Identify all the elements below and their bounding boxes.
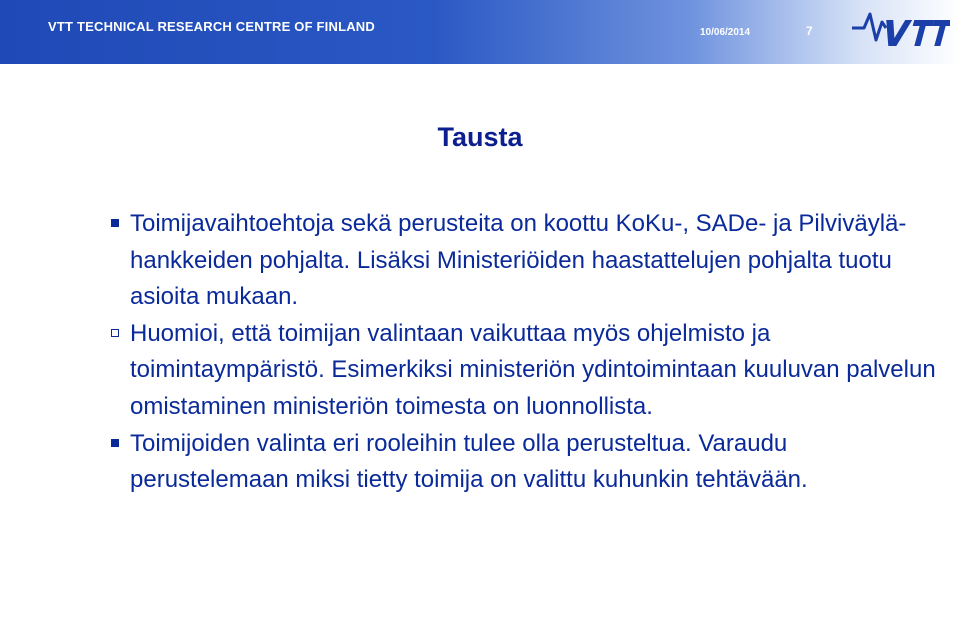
header-band xyxy=(0,0,960,64)
bullet-square-icon xyxy=(111,219,119,227)
bullet-item xyxy=(108,426,948,499)
bullet-text: Huomioi, että toimijan valintaan vaikuttaa myös ohjelmisto ja toimintaympäristö. Esimerkiksi ministeriön ydintoimintaan kuuluvan palvelun omistaminen ministeriön toimesta on luonnollista. xyxy=(130,319,936,420)
page-number: 7 xyxy=(806,24,813,38)
organization-name: VTT TECHNICAL RESEARCH CENTRE OF FINLAND xyxy=(48,19,375,34)
bullet-item xyxy=(108,316,948,426)
bullet-text: Toimijoiden valinta eri rooleihin tulee olla perusteltua. Varaudu perustelemaan miksi tietty toimija on valittu kuhunkin tehtävään. xyxy=(130,429,808,494)
bullet-list xyxy=(108,206,948,499)
slide-title: Tausta xyxy=(437,122,523,152)
bullet-text: Toimijavaihtoehtoja sekä perusteita on koottu KoKu-, SADe- ja Pilviväylä-hankkeiden pohjalta. Lisäksi Ministeriöiden haastattelujen pohjalta tuotu asioita mukaan. xyxy=(130,210,907,311)
bullet-square-outline-icon xyxy=(111,329,119,337)
vtt-logo-icon xyxy=(850,6,950,50)
bullet-square-icon xyxy=(111,439,119,447)
slide-date: 10/06/2014 xyxy=(700,27,751,38)
bullet-item xyxy=(108,206,948,316)
